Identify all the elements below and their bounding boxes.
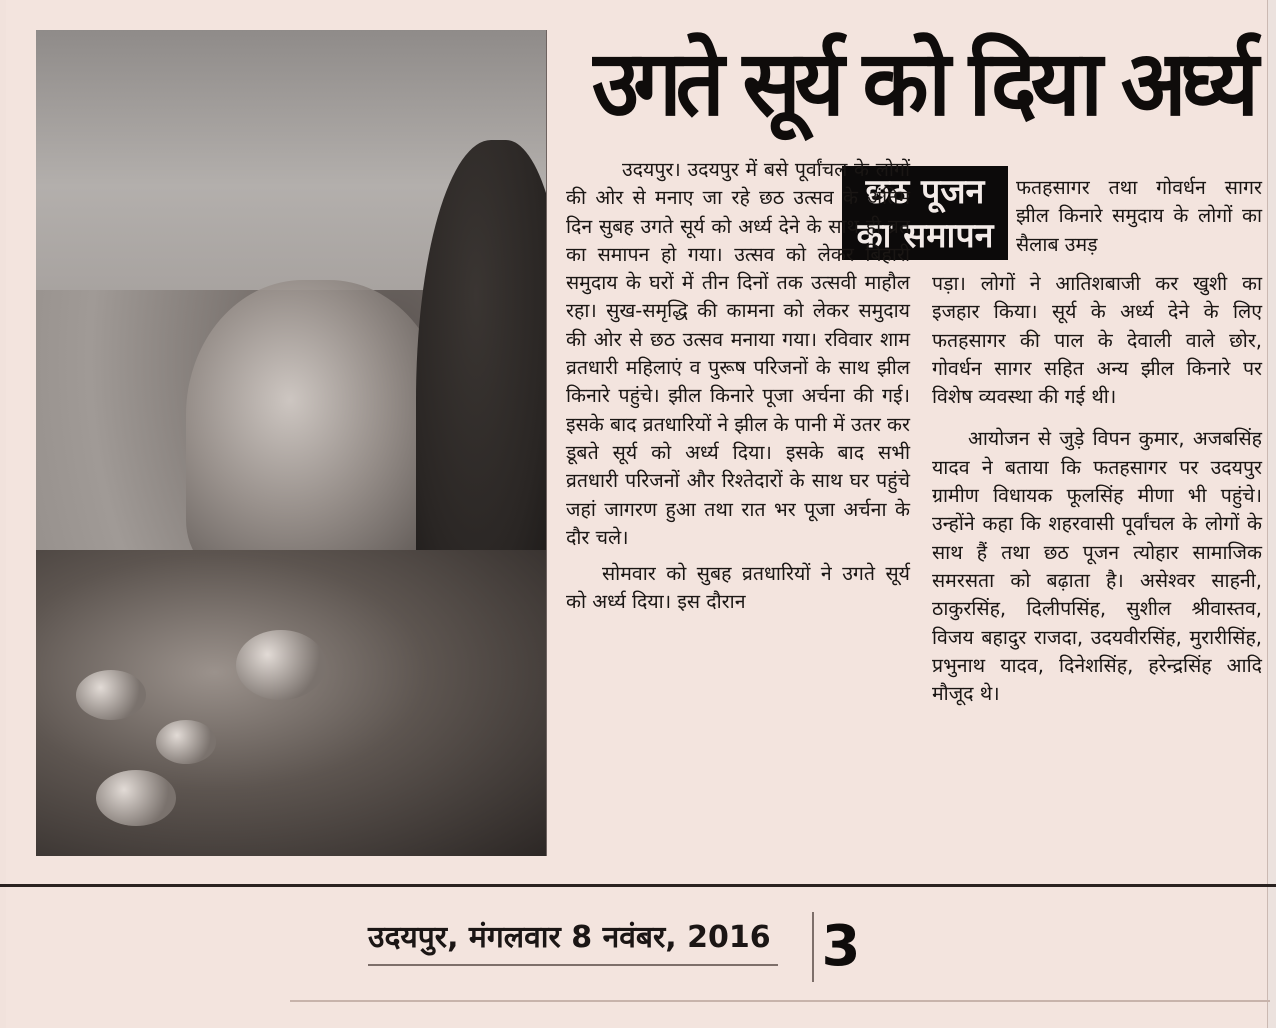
column2-paragraph-2: आयोजन से जुड़े विपन कुमार, अजबसिंह यादव ने बताया कि फतहसागर पर उदयपुर ग्रामीण विधायक फूलसिंह मीणा भी पहुंचे। उन्होंने कहा कि शहरवासी पूर्वांचल के लोगों के साथ हैं तथा छठ पूजन त्योहार सामाजिक समरसता को बढ़ाता है। असेश्वर साहनी, ठाकुरसिंह, दिलीपसिंह, सुशील श्रीवास्तव, विजय बहादुर राजदा, उदयवीरसिंह, मुरारीसिंह, प्रभुनाथ यादव, दिनेशसिंह, हरेन्द्रसिंह आदि मौजूद थे।: [932, 427, 1262, 706]
subheading-line-1: छठ पूजन: [865, 172, 985, 212]
column2-top-text: फतहसागर तथा गोवर्धन सागर झील किनारे समुदाय के लोगों का सैलाब उमड़: [1016, 176, 1262, 256]
column2-paragraph-1: पड़ा। लोगों ने आतिशबाजी कर खुशी का इजहार किया। सूर्य के अर्ध्य देने के लिए फतहसागर की पाल के देवाली वाले छोर, गोवर्धन सागर सहित अन्य झील किनारे पर विशेष व्यवस्था की गई थी।: [932, 272, 1262, 409]
dateline: उदयपुर, मंगलवार 8 नवंबर, 2016: [368, 912, 778, 966]
column1-paragraph-2: सोमवार को सुबह व्रतधारियों ने उगते सूर्य को अर्ध्य दिया। इस दौरान: [566, 562, 910, 614]
article-column-1: [566, 156, 910, 856]
photo-border: [36, 30, 547, 856]
footer-bottom-rule: [290, 1000, 1270, 1002]
subheading-line-2: का समापन: [856, 216, 994, 256]
headline: उगते सूर्य को दिया अर्घ्य: [592, 31, 1253, 137]
footer-rule: [0, 884, 1276, 887]
page-number: 3: [812, 912, 868, 982]
article-column-2-top: [1016, 174, 1262, 259]
column1-paragraph-1: उदयपुर। उदयपुर में बसे पूर्वांचल के लोगों की ओर से मनाए जा रहे छठ उत्सव के अंतिम दिन सुबह उगते सूर्य को अर्ध्य देने के साथ ही व्रत का समापन हो गया। उत्सव को लेकर बिहारी समुदाय के घरों में तीन दिनों तक उत्सवी माहौल रहा। सुख-समृद्धि की कामना को लेकर समुदाय की ओर से छठ उत्सव मनाया गया। रविवार शाम व्रतधारी महिलाएं व पुरूष परिजनों के साथ झील किनारे पहुंचे। झील किनारे पूजा अर्चना की गई। इसके बाद व्रतधारियों ने झील के पानी में उतर कर डूबते सूर्य को अर्ध्य दिया। इसके बाद सभी व्रतधारी परिजनों और रिश्तेदारों के साथ घर पहुंचे जहां जागरण हुआ तथा रात भर पूजा अर्चना के दौर चले।: [566, 158, 910, 549]
article-column-2: [932, 270, 1262, 708]
